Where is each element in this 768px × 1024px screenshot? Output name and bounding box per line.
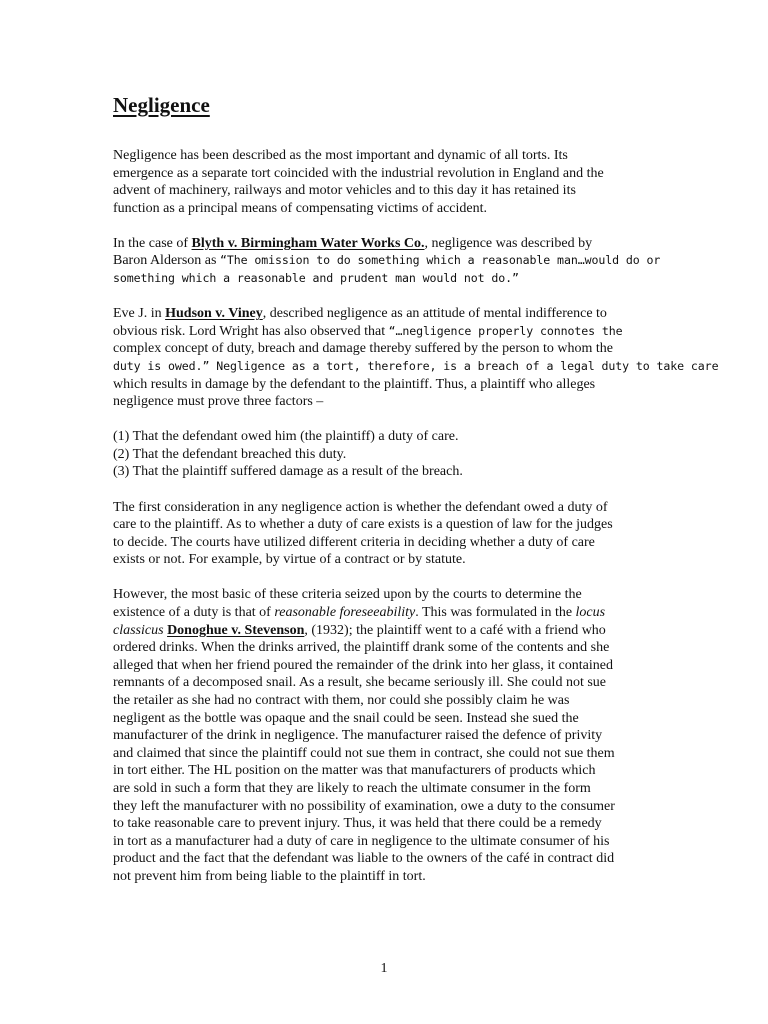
- text-line: emergence as a separate tort coincided with the industrial revolution in England and the: [113, 165, 604, 181]
- emphasis: classicus: [113, 622, 164, 638]
- text-line: and claimed that since the plaintiff could not sue them in contract, she could not sue them: [113, 745, 615, 761]
- text-run: , negligence was described by: [424, 235, 593, 251]
- paragraph-duty: [113, 499, 658, 569]
- text-line: The first consideration in any negligence action is whether the defendant owed a duty of: [113, 499, 608, 515]
- text-line: to take reasonable care to prevent injury. Thus, it was held that there could be a remedy: [113, 816, 602, 832]
- text-line: advent of machinery, railways and motor vehicles and to this day it has retained its: [113, 183, 576, 199]
- text-line: [113, 252, 661, 270]
- factors-list: [113, 428, 658, 481]
- text-line: [113, 604, 658, 622]
- text-line: in tort as a manufacturer had a duty of care in negligence to the ultimate consumer of his: [113, 833, 610, 849]
- text-line: manufacturer of the drink in negligence. The manufacturer raised the defence of privity: [113, 728, 603, 744]
- text-run: In the case of: [113, 235, 192, 251]
- text-line: not prevent him from being liable to the plaintiff in tort.: [113, 868, 426, 884]
- text-line: complex concept of duty, breach and damage thereby suffered by the person to whom the: [113, 341, 613, 357]
- text-line: However, the most basic of these criteria seized upon by the courts to determine the: [113, 587, 582, 603]
- text-line: ordered drinks. When the drinks arrived, the plaintiff drank some of the contents and she: [113, 640, 610, 656]
- list-item: (2) That the defendant breached this duty.: [113, 446, 347, 462]
- page-number: 1: [380, 961, 388, 976]
- quotation: something which a reasonable and prudent man would not do.”: [113, 271, 519, 286]
- text-run: existence of a duty is that of: [113, 604, 275, 620]
- text-line: product and the fact that the defendant was liable to the owners of the café in contract did: [113, 851, 615, 867]
- case-name-blyth: Blyth v. Birmingham Water Works Co.: [191, 235, 425, 251]
- text-line: exists or not. For example, by virtue of a contract or by statute.: [113, 552, 466, 568]
- text-line: negligent as the bottle was opaque and the snail could be seen. Instead she sued the: [113, 710, 579, 726]
- paragraph-donoghue: [113, 586, 658, 885]
- text-line: care to the plaintiff. As to whether a duty of care exists is a question of law for the judges: [113, 517, 613, 533]
- text-line: [113, 235, 658, 253]
- text-line: Negligence has been described as the most important and dynamic of all torts. Its: [113, 148, 568, 163]
- document-body: [113, 147, 719, 903]
- quotation: “The omission to do something which a reasonable man…would do or: [219, 253, 661, 268]
- case-name-hudson: Hudson v. Viney: [165, 306, 263, 322]
- text-run: . This was formulated in the: [415, 604, 576, 620]
- emphasis: locus: [575, 604, 606, 620]
- text-line: alleged that when her friend poured the remainder of the drink into her glass, it contained: [113, 657, 613, 673]
- quotation: duty is owed.” Negligence as a tort, therefore, is a breach of a legal duty to take care: [113, 358, 719, 373]
- text-run: , described negligence as an attitude of mental indifference to: [262, 306, 607, 322]
- text-line: the retailer as she had no contract with them, nor could she possibly claim he was: [113, 692, 570, 708]
- text-line: they left the manufacturer with no possibility of examination, owe a duty to the consumer: [113, 798, 615, 814]
- text-line: [113, 323, 658, 341]
- text-run: , (1932); the plaintiff went to a café with a friend who: [304, 622, 606, 638]
- text-run: obvious risk. Lord Wright has also observed that: [113, 323, 389, 339]
- text-run: Baron Alderson as: [113, 253, 220, 269]
- text-line: negligence must prove three factors –: [113, 394, 324, 410]
- page-title: Negligence: [113, 93, 210, 117]
- paragraph-hudson: [113, 305, 719, 411]
- list-item: (3) That the plaintiff suffered damage as a result of the breach.: [113, 464, 463, 480]
- text-run: Eve J. in: [113, 306, 166, 322]
- list-item: (1) That the defendant owed him (the plaintiff) a duty of care.: [113, 429, 459, 445]
- text-line: are sold in such a form that they are likely to reach the ultimate consumer in the form: [113, 780, 591, 796]
- text-line: in tort either. The HL position on the matter was that manufacturers of products which: [113, 763, 596, 779]
- text-line: remnants of a decomposed snail. As a result, she became seriously ill. She could not sue: [113, 675, 607, 691]
- paragraph-blyth: [113, 235, 661, 288]
- text-line: which results in damage by the defendant to the plaintiff. Thus, a plaintiff who alleges: [113, 376, 596, 392]
- paragraph-intro: [113, 147, 658, 217]
- case-name-donoghue: Donoghue v. Stevenson: [167, 622, 305, 638]
- text-line: [113, 622, 658, 640]
- emphasis: reasonable foreseeability: [274, 604, 416, 620]
- quotation: “…negligence properly connotes the: [388, 323, 623, 338]
- text-line: [113, 305, 658, 323]
- text-line: function as a principal means of compensating victims of accident.: [113, 200, 487, 216]
- text-line: to decide. The courts have utilized different criteria in deciding whether a duty of care: [113, 534, 595, 550]
